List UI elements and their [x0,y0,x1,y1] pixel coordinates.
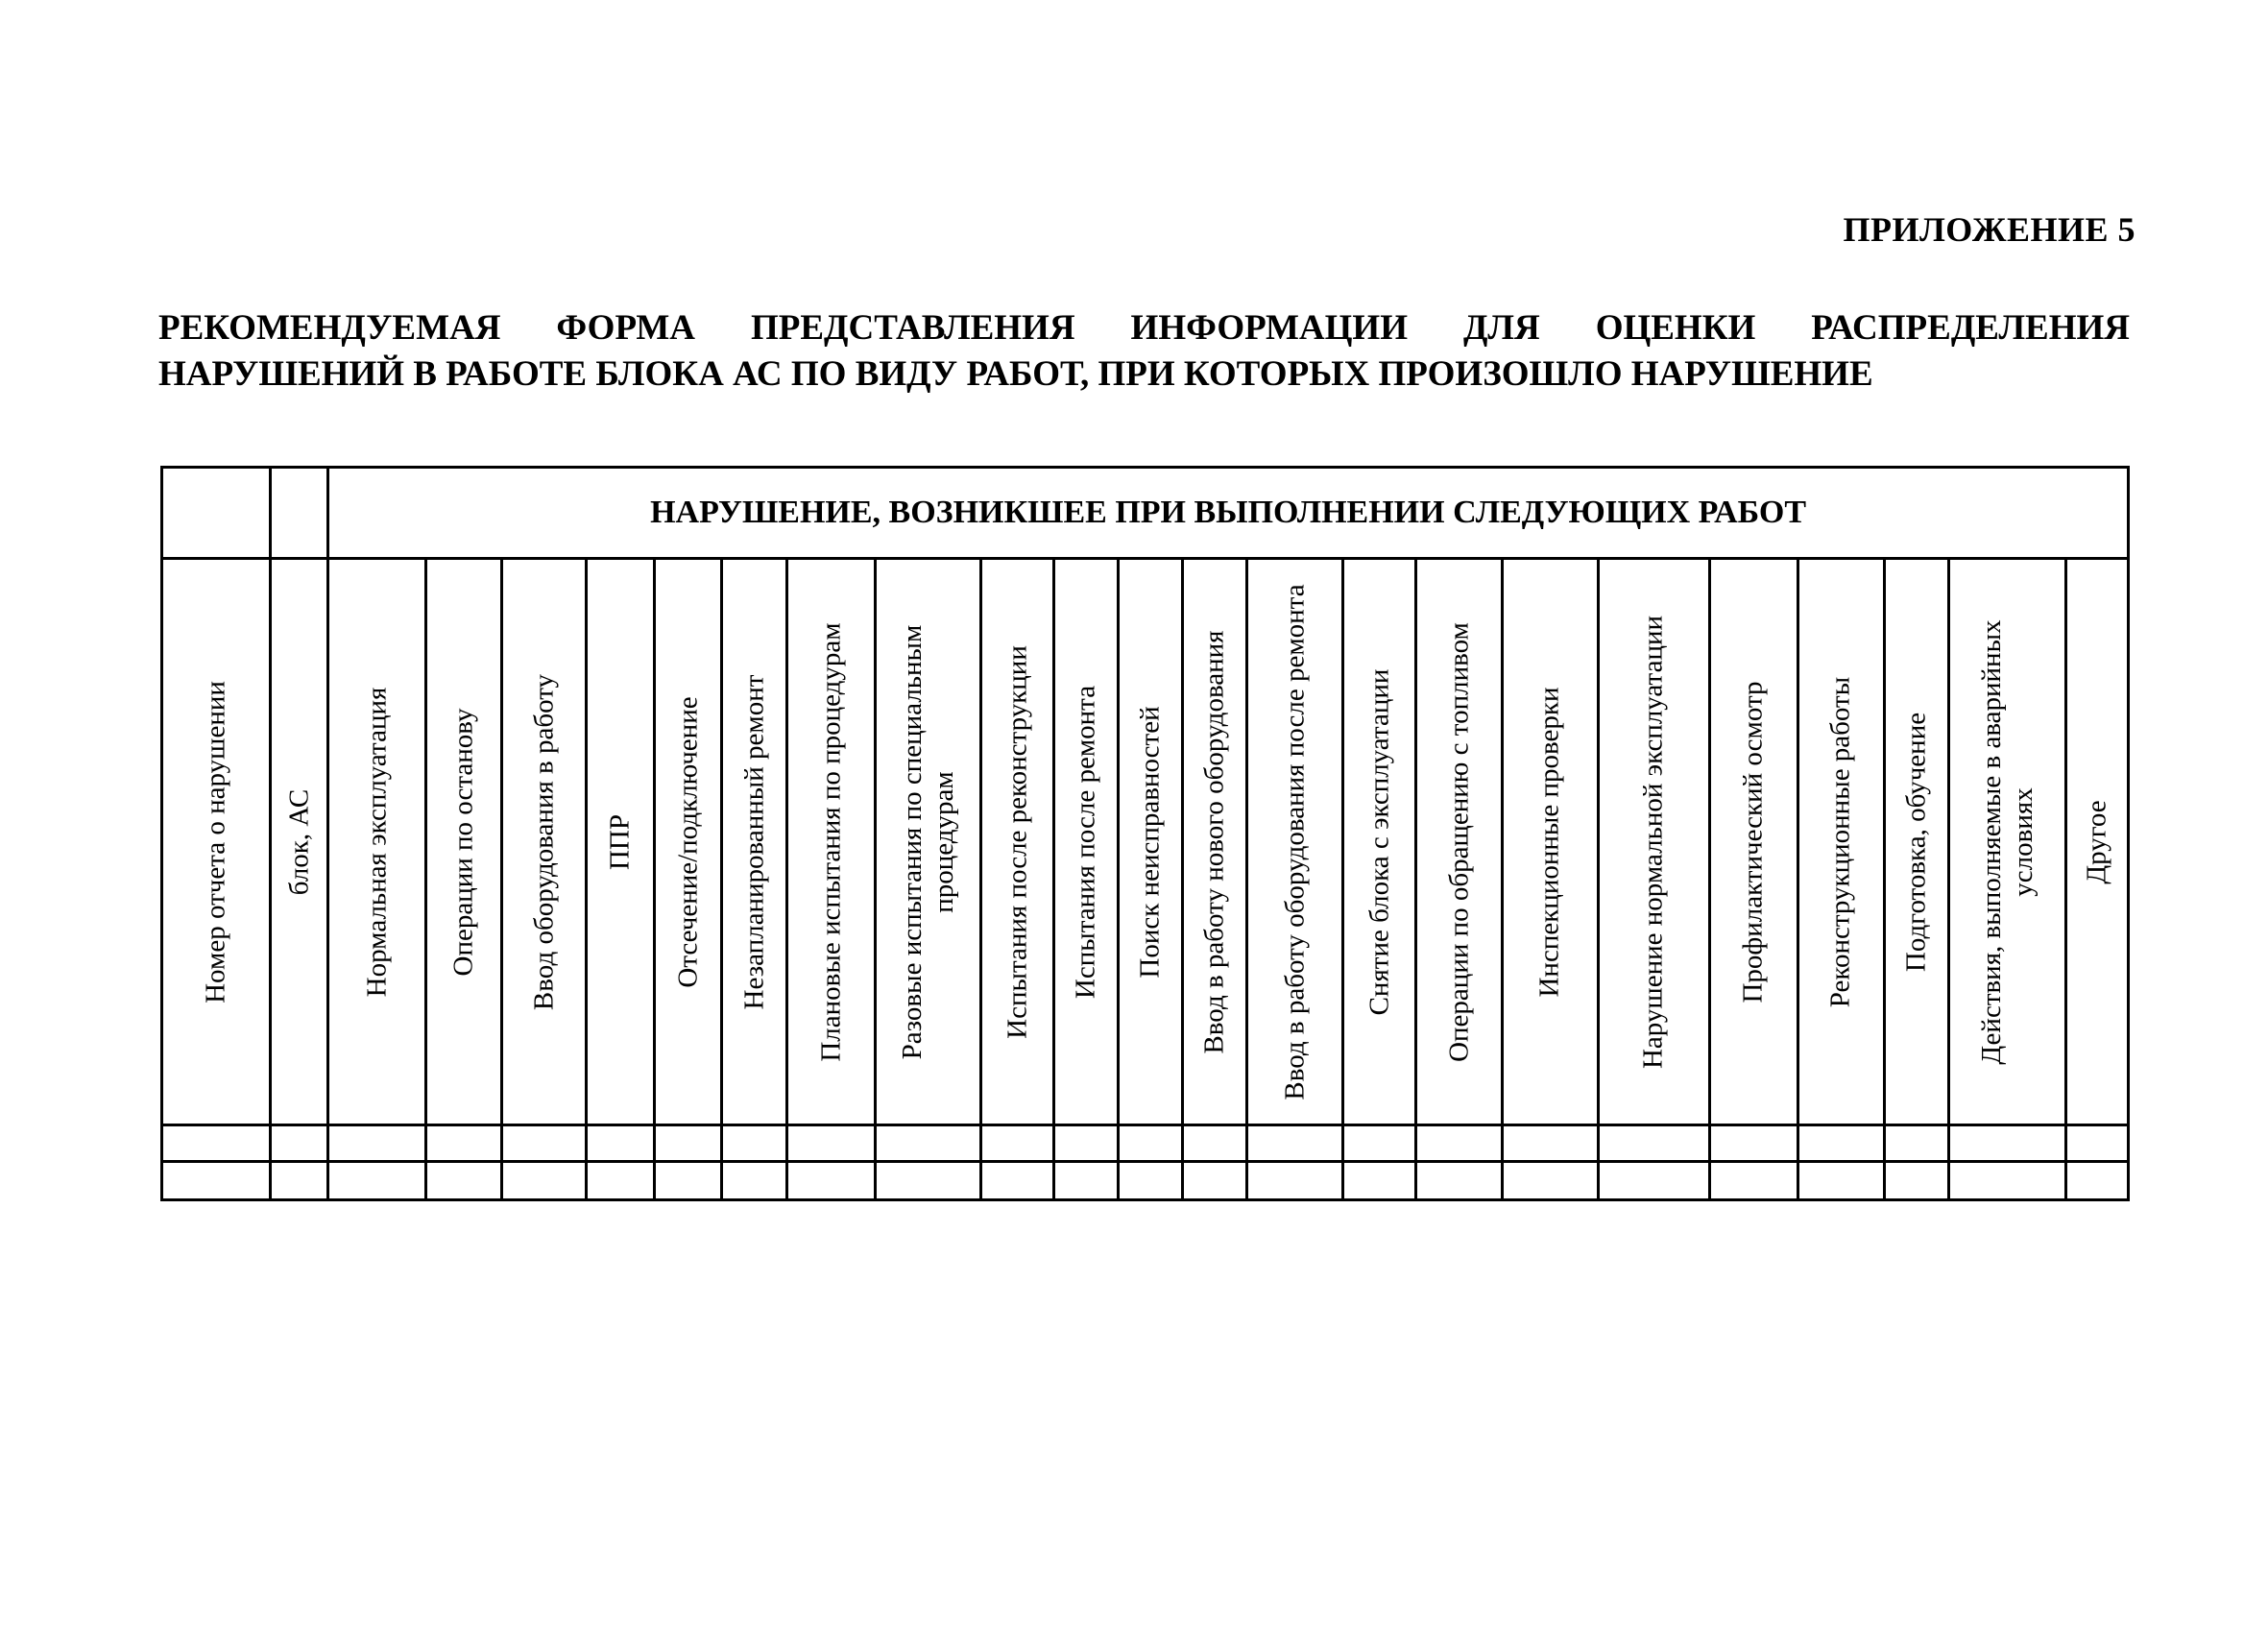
column-header [1503,559,1599,1125]
table-cell [2065,1162,2128,1200]
column-header-label: блок, АС [283,788,315,895]
column-header [2065,559,2128,1125]
column-header-label: Испытания после ремонта [1070,685,1101,999]
table-cell [876,1125,981,1162]
table-cell [1503,1125,1599,1162]
column-header [502,559,587,1125]
table-cell [655,1125,722,1162]
group-header: НАРУШЕНИЕ, ВОЗНИКШЕЕ ПРИ ВЫПОЛНЕНИИ СЛЕДУЮЩИХ РАБОТ [328,468,2129,559]
column-header [425,559,501,1125]
table-cell [1343,1162,1416,1200]
table-cell [786,1125,876,1162]
column-header-label: Нормальная эксплуатация [361,687,393,997]
table-cell [1118,1125,1182,1162]
column-header-label: Отсечение/подключение [672,695,704,988]
column-header [162,559,271,1125]
column-header-label: Подготовка, обучение [1900,712,1932,972]
document-title [158,305,2130,398]
table-cell [1885,1125,1949,1162]
column-header-label: Операции по останову [447,708,479,976]
column-header-label: ППР [604,813,636,870]
column-header [1949,559,2065,1125]
table-cell [328,1125,426,1162]
column-header [1798,559,1885,1125]
column-header-label: Испытания после реконструкции [1001,644,1033,1039]
column-header-label: Плановые испытания по процедурам [815,621,847,1062]
table-cell [425,1125,501,1162]
column-header [586,559,654,1125]
table-cell [425,1162,501,1200]
table-cell [1949,1125,2065,1162]
table-row [162,1162,2129,1200]
column-header-label: Нарушение нормальной эксплуатации [1637,615,1669,1069]
table-cell [1949,1162,2065,1200]
table-cell [1416,1125,1503,1162]
column-header-label: Разовые испытания по специальным процедурам [896,624,959,1059]
column-header-label: Другое [2081,799,2112,884]
table-cell [328,1162,426,1200]
table-cell [1709,1125,1798,1162]
column-header [1053,559,1118,1125]
table-cell [271,1125,328,1162]
column-header-label: Номер отчета о нарушении [200,680,231,1003]
column-header [981,559,1053,1125]
table-cell [1183,1162,1247,1200]
column-header [722,559,786,1125]
appendix-label: ПРИЛОЖЕНИЕ 5 [1843,210,2135,249]
column-header-label: Инспекционные проверки [1533,686,1565,998]
table-cell [1416,1162,1503,1200]
table-cell [1118,1162,1182,1200]
table-cell [586,1162,654,1200]
corner-cell-unit [271,468,328,559]
table-cell [162,1162,271,1200]
column-header-label: Операции по обращению с топливом [1443,621,1475,1062]
table-cell [655,1162,722,1200]
table-cell [502,1125,587,1162]
column-header-label: Ввод оборудования в работу [528,673,560,1010]
column-header [1343,559,1416,1125]
table-cell [1598,1125,1709,1162]
column-header-label: Снятие блока с эксплуатации [1363,668,1395,1015]
title-line-2: НАРУШЕНИЙ В РАБОТЕ БЛОКА АС ПО ВИДУ РАБОТ, ПРИ КОТОРЫХ ПРОИЗОШЛО НАРУШЕНИЕ [158,354,1873,394]
violation-form-table [160,466,2130,1201]
column-header-label: Реконструкционные работы [1824,676,1856,1007]
column-header-label: Незапланированный ремонт [738,674,770,1009]
table-cell [1183,1125,1247,1162]
table-cell [1247,1125,1343,1162]
corner-cell-report [162,468,271,559]
table-cell [2065,1125,2128,1162]
column-header [1416,559,1503,1125]
column-header [1118,559,1182,1125]
column-header [1247,559,1343,1125]
column-header [1709,559,1798,1125]
table-cell [981,1162,1053,1200]
title-line-1: РЕКОМЕНДУЕМАЯ ФОРМА ПРЕДСТАВЛЕНИЯ ИНФОРМАЦИИ ДЛЯ ОЦЕНКИ РАСПРЕДЕЛЕНИЯ [158,308,2130,348]
table-cell [1343,1125,1416,1162]
column-header [876,559,981,1125]
table-cell [271,1162,328,1200]
column-header [1183,559,1247,1125]
table-cell [876,1162,981,1200]
table-cell [502,1162,587,1200]
column-header [655,559,722,1125]
column-header-label: Профилактический осмотр [1737,681,1769,1003]
table-cell [586,1125,654,1162]
table-cell [1503,1162,1599,1200]
table-cell [786,1162,876,1200]
column-header [786,559,876,1125]
column-header [271,559,328,1125]
column-header-row [162,559,2129,1125]
table-cell [1798,1125,1885,1162]
table-cell [1053,1125,1118,1162]
table-cell [162,1125,271,1162]
table-cell [1709,1162,1798,1200]
column-header-label: Поиск неисправностей [1134,705,1166,979]
table-cell [1598,1162,1709,1200]
column-header [1885,559,1949,1125]
column-header [1598,559,1709,1125]
group-header-row [162,468,2129,559]
table-cell [1053,1162,1118,1200]
column-header-label: Действия, выполняемые в аварийных условиях [1975,618,2039,1065]
table-cell [1247,1162,1343,1200]
column-header-label: Ввод в работу оборудования после ремонта [1279,583,1311,1100]
table-cell [1885,1162,1949,1200]
table-row [162,1125,2129,1162]
table-cell [722,1125,786,1162]
table-cell [981,1125,1053,1162]
column-header-label: Ввод в работу нового оборудования [1198,629,1230,1054]
table-cell [722,1162,786,1200]
table-cell [1798,1162,1885,1200]
column-header [328,559,426,1125]
